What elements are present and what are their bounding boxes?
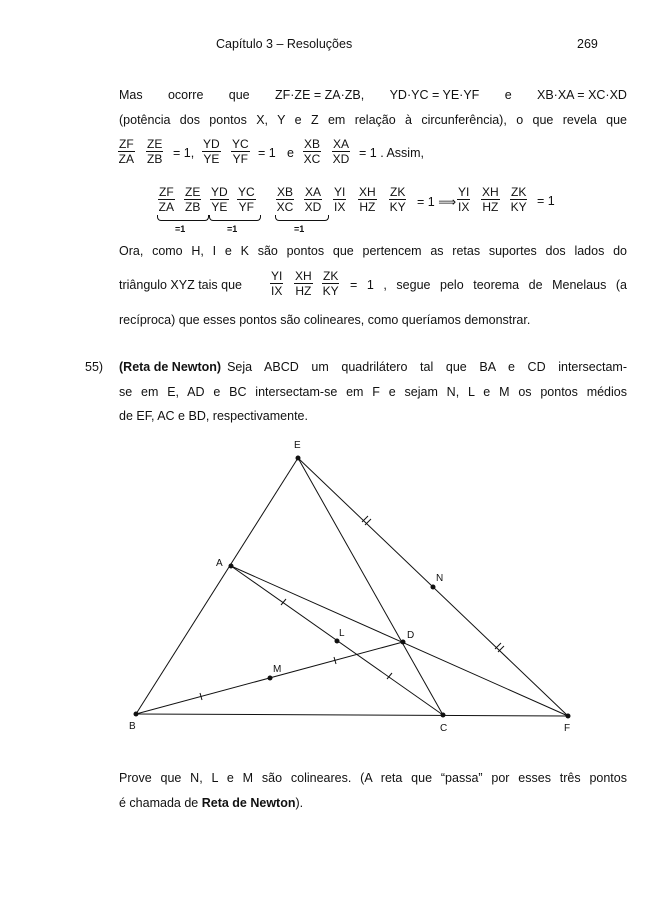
label-B: B — [129, 721, 136, 732]
segment-BF — [136, 714, 568, 716]
problem-title: (Reta de Newton) — [119, 360, 222, 374]
label-A: A — [216, 558, 223, 569]
denominator: HZ — [482, 200, 499, 214]
denominator: IX — [334, 200, 346, 214]
denominator: HZ — [295, 284, 312, 298]
numerator: YI — [458, 185, 470, 199]
point-E — [296, 456, 301, 461]
numerator: ZF — [119, 137, 134, 151]
numerator: ZE — [147, 137, 163, 151]
numerator: YC — [232, 137, 249, 151]
denominator: YE — [203, 152, 220, 166]
equation-inline: ZF·ZE = ZA·ZB, — [275, 88, 365, 102]
denominator: YF — [238, 200, 254, 214]
closing-line-1: Prove que N, L e M são colineares. (A reta que “passa” por esses três pontos — [119, 771, 627, 785]
label-D: D — [407, 630, 415, 641]
denominator: XD — [332, 152, 350, 166]
problem-text: Seja ABCD um quadrilátero tal que BA e CD intersectam- — [227, 360, 627, 374]
denominator: YF — [232, 152, 248, 166]
point-N — [431, 585, 436, 590]
equals-text: = 1 — [258, 146, 276, 160]
numerator: YI — [271, 269, 283, 283]
denominator: KY — [389, 200, 406, 214]
numerator: ZK — [511, 185, 527, 199]
word: que — [228, 88, 250, 102]
closing-term: Reta de Newton — [201, 796, 296, 810]
numerator: ZE — [185, 185, 201, 199]
running-header: Capítulo 3 – Resoluções — [216, 37, 353, 51]
denominator: ZA — [158, 200, 174, 214]
segment-EB — [136, 458, 298, 714]
numerator: XH — [482, 185, 499, 199]
paragraph-line-menelaus: = 1 , segue pelo teorema de Menelaus (a — [350, 278, 627, 292]
denominator: IX — [271, 284, 283, 298]
tick-marks — [200, 516, 504, 700]
denominator: HZ — [359, 200, 376, 214]
denominator: KY — [510, 200, 527, 214]
point-M — [268, 676, 273, 681]
numerator: XA — [305, 185, 322, 199]
problem-number: 55) — [85, 360, 104, 374]
numerator: XB — [304, 137, 321, 151]
word: ocorre — [167, 88, 204, 102]
word: Mas — [119, 88, 143, 102]
problem-line-2: se em E, AD e BC intersectam-se em F e sejam N, L e M os pontos médios — [119, 385, 627, 399]
problem-line-3: de EF, AC e BD, respectivamente. — [119, 409, 308, 423]
label-M: M — [273, 664, 282, 675]
closing-line-2 — [119, 796, 303, 810]
equals-text: = 1 . Assim, — [359, 146, 424, 160]
denominator: KY — [322, 284, 339, 298]
point-B — [134, 712, 139, 717]
conjunction: e — [287, 146, 294, 160]
paragraph-line-2: (potência dos pontos X, Y e Z em relação à circunferência), o que revela que — [119, 113, 627, 127]
label-F: F — [564, 723, 571, 734]
denominator: XD — [304, 200, 322, 214]
point-A — [229, 564, 234, 569]
denominator: IX — [458, 200, 470, 214]
paragraph-line-triangulo: triângulo XYZ tais que — [119, 278, 242, 292]
equals-text: = 1 — [537, 194, 555, 208]
label-L: L — [339, 628, 345, 639]
numerator: XH — [359, 185, 376, 199]
equation-inline: XB·XA = XC·XD — [537, 88, 627, 102]
brace-label: =1 — [227, 224, 238, 234]
numerator: ZK — [390, 185, 406, 199]
numerator: XB — [277, 185, 294, 199]
numerator: ZK — [323, 269, 339, 283]
numerator: XA — [333, 137, 350, 151]
point-F — [566, 714, 571, 719]
segment-EC — [298, 458, 443, 715]
numerator: ZF — [159, 185, 174, 199]
point-C — [441, 713, 446, 718]
denominator: ZB — [185, 200, 201, 214]
denominator: ZA — [118, 152, 134, 166]
paragraph-line-ora: Ora, como H, I e K são pontos que pertencem as retas suportes dos lados do — [119, 244, 627, 258]
label-C: C — [440, 723, 448, 734]
denominator: ZB — [147, 152, 163, 166]
numerator: YC — [238, 185, 255, 199]
point-D — [401, 640, 406, 645]
word: e — [504, 88, 512, 102]
denominator: XC — [276, 200, 294, 214]
equation-inline: YD·YC = YE·YF — [389, 88, 480, 102]
implies-text: = 1 ⟹ — [417, 195, 457, 209]
denominator: YE — [211, 200, 228, 214]
numerator: YD — [211, 185, 228, 199]
paragraph-line-reciproca: recíproca) que esses pontos são colineares, como queríamos demonstrar. — [119, 313, 531, 327]
page-number: 269 — [577, 37, 598, 51]
point-L — [335, 639, 340, 644]
denominator: XC — [303, 152, 321, 166]
numerator: YI — [334, 185, 346, 199]
segment-AF — [231, 566, 568, 716]
closing-text: ). — [295, 796, 304, 810]
brace-label: =1 — [175, 224, 186, 234]
label-E: E — [294, 440, 301, 451]
label-N: N — [436, 573, 444, 584]
equals-text: = 1, — [173, 146, 195, 160]
numerator: YD — [203, 137, 220, 151]
closing-text: é chamada de — [119, 796, 199, 810]
brace-label: =1 — [294, 224, 305, 234]
numerator: XH — [295, 269, 312, 283]
